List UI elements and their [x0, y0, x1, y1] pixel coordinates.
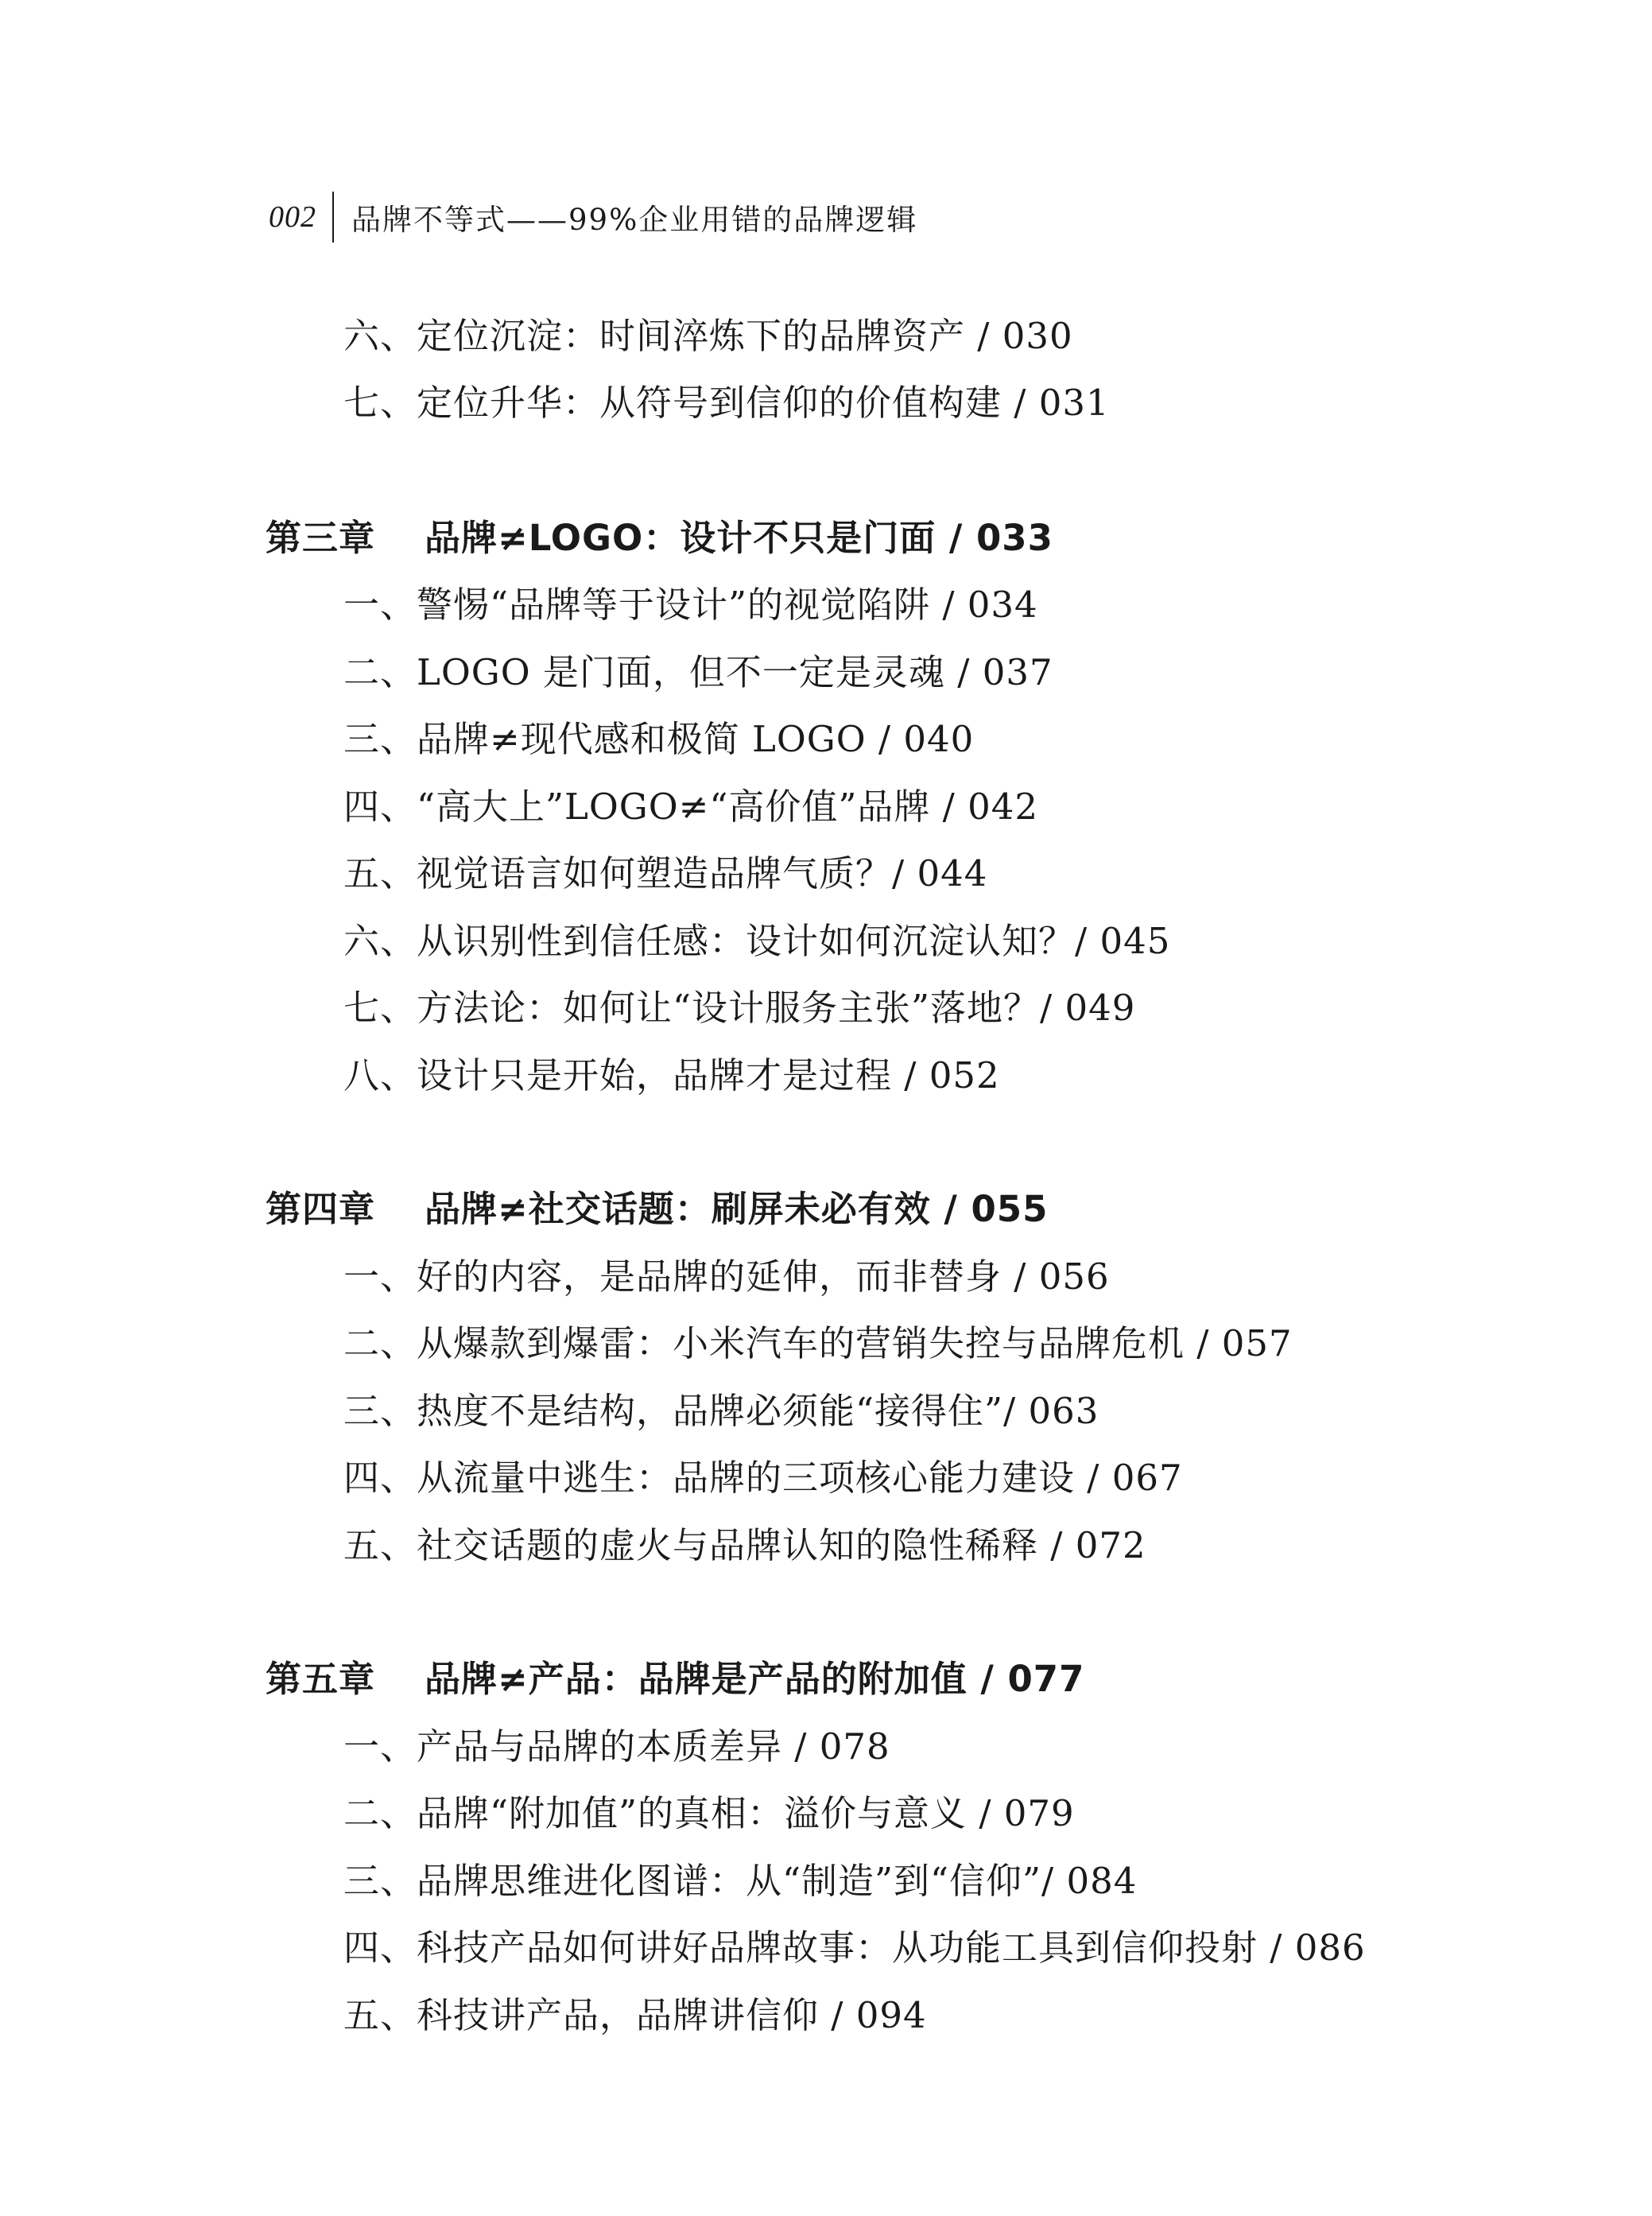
page-number: 002: [269, 200, 316, 234]
toc-section-item: 一、产品与品牌的本质差异 / 078: [343, 1725, 890, 1768]
chapter-number: 第四章: [266, 1188, 376, 1230]
toc-section-item: 二、从爆款到爆雷：小米汽车的营销失控与品牌危机 / 057: [343, 1322, 1293, 1364]
toc-section-item: 五、视觉语言如何塑造品牌气质？/ 044: [343, 852, 988, 895]
toc-section-item: 八、设计只是开始，品牌才是过程 / 052: [343, 1054, 1000, 1096]
chapter-number: 第三章: [266, 517, 376, 559]
book-title: 品牌不等式——99%企业用错的品牌逻辑: [351, 203, 918, 237]
toc-section-item: 六、从识别性到信任感：设计如何沉淀认知？/ 045: [343, 920, 1171, 962]
toc-section-item: 四、科技产品如何讲好品牌故事：从功能工具到信仰投射 / 086: [343, 1927, 1366, 1969]
toc-chapter-heading: [266, 1658, 1085, 1700]
toc-section-item: 七、方法论：如何让“设计服务主张”落地？/ 049: [343, 987, 1136, 1029]
toc-chapter-heading: [266, 517, 1053, 559]
toc-section-item: 一、好的内容，是品牌的延伸，而非替身 / 056: [343, 1255, 1110, 1298]
chapter-title: 品牌≠社交话题：刷屏未必有效 / 055: [425, 1188, 1049, 1230]
toc-section-item: 二、品牌“附加值”的真相：溢价与意义 / 079: [343, 1792, 1075, 1834]
toc-section-item: 六、定位沉淀：时间淬炼下的品牌资产 / 030: [343, 315, 1073, 357]
toc-section-item: 五、科技讲产品，品牌讲信仰 / 094: [343, 1994, 927, 2036]
toc-section-item: 三、品牌≠现代感和极简 LOGO / 040: [343, 718, 975, 760]
toc-chapter-heading: [266, 1188, 1049, 1230]
toc-section-item: 五、社交话题的虚火与品牌认知的隐性稀释 / 072: [343, 1524, 1146, 1566]
toc-section-item: 三、品牌思维进化图谱：从“制造”到“信仰”/ 084: [343, 1860, 1138, 1902]
toc-section-item: 二、LOGO 是门面，但不一定是灵魂 / 037: [343, 651, 1053, 693]
toc-section-item: 四、从流量中逃生：品牌的三项核心能力建设 / 067: [343, 1457, 1183, 1499]
toc-section-item: 三、热度不是结构，品牌必须能“接得住”/ 063: [343, 1390, 1099, 1432]
chapter-number: 第五章: [266, 1658, 376, 1700]
toc-section-item: 七、定位升华：从符号到信仰的价值构建 / 031: [343, 382, 1110, 424]
toc-section-item: 四、“高大上”LOGO≠“高价值”品牌 / 042: [343, 786, 1039, 828]
chapter-title: 品牌≠产品：品牌是产品的附加值 / 077: [425, 1658, 1085, 1700]
chapter-title: 品牌≠LOGO：设计不只是门面 / 033: [425, 517, 1053, 559]
toc-section-item: 一、警惕“品牌等于设计”的视觉陷阱 / 034: [343, 584, 1038, 626]
running-header: [269, 189, 917, 245]
header-divider: [332, 192, 334, 243]
